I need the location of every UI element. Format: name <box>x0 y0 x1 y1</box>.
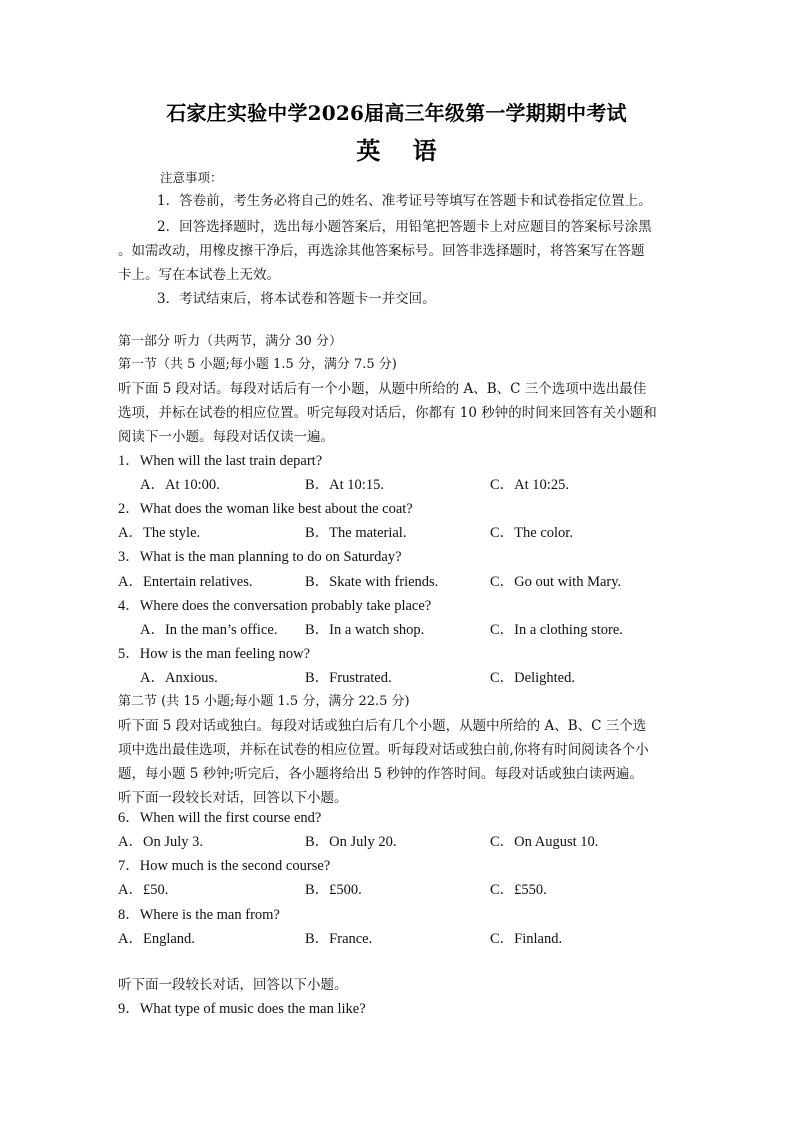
option-a: A．In the man’s office. <box>140 622 278 638</box>
section1-instructions: 听下面 5 段对话。每段对话后有一个小题，从题中所给的 A、B、C 三个选项中选出最佳 <box>118 381 647 397</box>
note-item: 。如需改动，用橡皮擦干净后，再选涂其他答案标号。回答非选择题时，将答案写在答题 <box>118 243 645 259</box>
option-b: B．At 10:15. <box>305 477 384 493</box>
note-item: 1．答卷前，考生务必将自己的姓名、准考证号等填写在答题卡和试卷指定位置上。 <box>157 193 652 209</box>
option-b: B．In a watch shop. <box>305 622 425 638</box>
question-text: 2．What does the woman like best about the coat? <box>118 501 413 517</box>
option-b: B．On July 20. <box>305 834 397 850</box>
option-c: C．Go out with Mary. <box>490 574 622 590</box>
long-dialog-intro: 听下面一段较长对话，回答以下小题。 <box>118 790 348 806</box>
option-a: A．Entertain relatives. <box>118 574 253 590</box>
question-text: 7．How much is the second course? <box>118 858 331 874</box>
option-b: B．£500. <box>305 882 362 898</box>
option-c: C．At 10:25. <box>490 477 569 493</box>
section2-instructions: 项中选出最佳选项，并标在试卷的相应位置。听每段对话或独白前,你将有时间阅读各个小 <box>118 742 649 758</box>
option-b: B．The material. <box>305 525 407 541</box>
option-a: A．On July 3. <box>118 834 203 850</box>
option-c: C．The color. <box>490 525 573 541</box>
exam-title: 石家庄实验中学2026届高三年级第一学期期中考试 <box>166 101 627 125</box>
option-b: B．Frustrated. <box>305 670 392 686</box>
section1-instructions: 阅读下一小题。每段对话仅读一遍。 <box>118 429 334 445</box>
option-c: C．Delighted. <box>490 670 575 686</box>
question-text: 9．What type of music does the man like? <box>118 1001 366 1017</box>
question-text: 5．How is the man feeling now? <box>118 646 311 662</box>
note-item: 3．考试结束后，将本试卷和答题卡一并交回。 <box>157 291 436 307</box>
option-c: C．In a clothing store. <box>490 622 623 638</box>
part1-heading: 第一部分 听力（共两节，满分 30 分） <box>118 334 342 349</box>
option-a: A．£50. <box>118 882 169 898</box>
notes-heading: 注意事项： <box>160 170 223 185</box>
question-text: 1．When will the last train depart? <box>118 453 323 469</box>
question-text: 6．When will the first course end? <box>118 810 322 826</box>
section2-heading: 第二节 (共 15 小题;每小题 1.5 分，满分 22.5 分) <box>118 694 410 709</box>
long-dialog-intro: 听下面一段较长对话，回答以下小题。 <box>118 977 348 993</box>
option-a: A．At 10:00. <box>140 477 220 493</box>
note-item: 2．回答选择题时，选出每小题答案后，用铅笔把答题卡上对应题目的答案标号涂黑 <box>157 219 652 235</box>
section2-instructions: 听下面 5 段对话或独白。每段对话或独白后有几个小题，从题中所给的 A、B、C 三个选 <box>118 718 647 734</box>
question-text: 3．What is the man planning to do on Saturday? <box>118 549 402 565</box>
subject-title: 英 语 <box>356 136 449 165</box>
option-b: B．France. <box>305 931 373 947</box>
option-c: C．£550. <box>490 882 547 898</box>
question-text: 4．Where does the conversation probably take place? <box>118 598 432 614</box>
option-c: C．Finland. <box>490 931 563 947</box>
option-b: B．Skate with friends. <box>305 574 439 590</box>
section1-heading: 第一节（共 5 小题;每小题 1.5 分，满分 7.5 分) <box>118 357 397 372</box>
option-a: A．The style. <box>118 525 201 541</box>
question-text: 8．Where is the man from? <box>118 907 280 923</box>
option-a: A．England. <box>118 931 195 947</box>
section2-instructions: 题，每小题 5 秒钟;听完后，各小题将给出 5 秒钟的作答时间。每段对话或独白读两遍。 <box>118 766 643 782</box>
note-item: 卡上。写在本试卷上无效。 <box>118 267 280 283</box>
option-a: A．Anxious. <box>140 670 218 686</box>
section1-instructions: 选项，并标在试卷的相应位置。听完每段对话后，你都有 10 秒钟的时间来回答有关小题和 <box>118 405 657 421</box>
option-c: C．On August 10. <box>490 834 599 850</box>
